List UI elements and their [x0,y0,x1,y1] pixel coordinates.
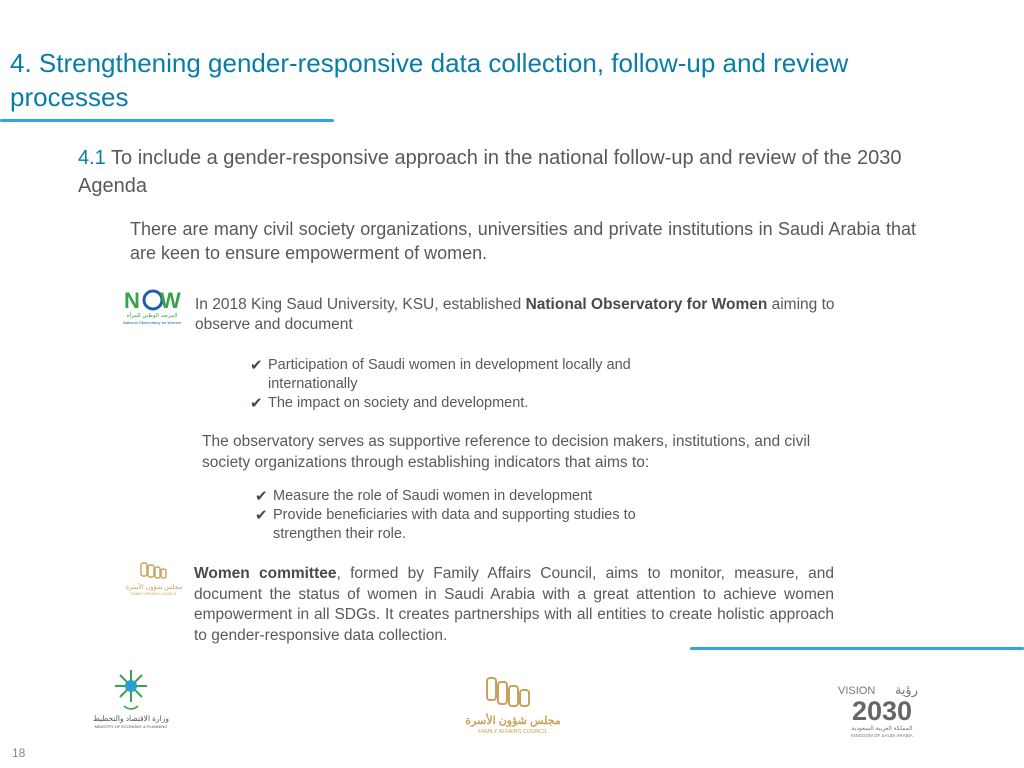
section-divider [690,647,1024,650]
observatory-text-before: In 2018 King Saud University, KSU, established [195,296,526,313]
list-item-text: The impact on society and development. [268,395,529,411]
list-item [255,487,675,506]
check-icon: ✔ [250,357,263,374]
vision-year: 2030 [851,696,913,726]
committee-paragraph [194,564,834,646]
check-icon: ✔ [255,507,268,524]
vision-arabic: رؤية [894,682,918,697]
family-council-footer-logo [465,672,561,736]
vision-label: VISION [838,685,876,697]
now-logo-n: N [124,288,140,313]
reference-checklist [255,487,675,544]
ministry-logo [90,664,172,730]
vision-kingdom-english: KINGDOM OF SAUDI ARABIA [851,733,913,738]
intro-paragraph: There are many civil society organizations, universities and private institutions in Saudi Arabia that are keen to ensure empowerment of women. [130,219,916,263]
council-arabic-name: مجلس شؤون الأسرة [465,715,561,727]
subheading [78,144,938,200]
now-logo-arabic: المرصد الوطني للمرأة [126,313,178,319]
slide-title: 4. Strengthening gender-responsive data collection, follow-up and review processes [10,48,849,112]
ministry-english-name: MINISTRY OF ECONOMY & PLANNING [94,724,168,729]
observatory-paragraph [195,295,850,335]
observatory-name: National Observatory for Women [525,296,768,313]
family-council-logo [124,558,184,598]
council-english-name: FAMILY AFFAIRS COUNCIL [478,729,548,735]
observatory-checklist [250,356,670,413]
page-number: 18 [12,746,26,760]
title-underline [0,119,334,122]
now-logo [122,287,182,327]
vision-2030-logo [834,680,930,742]
list-item [255,506,675,544]
ministry-arabic-name: وزارة الاقتصاد والتخطيط [92,714,170,723]
list-item-text: Provide beneficiaries with data and supporting studies to strengthen their role. [273,507,636,542]
family-council-logo-arabic: مجلس شؤون الأسرة [125,584,183,591]
check-icon: ✔ [250,395,263,412]
list-item-text: Measure the role of Saudi women in development [273,488,593,504]
check-icon: ✔ [255,488,268,505]
list-item [250,356,670,394]
list-item-text: Participation of Saudi women in development locally and internationally [268,357,631,392]
vision-kingdom-arabic: المملكة العربية السعودية [851,726,913,732]
list-item [250,394,670,413]
now-logo-caption: National Observatory for Women [122,320,182,325]
subheading-text: To include a gender-responsive approach in the national follow-up and review of the 2030 Agenda [78,147,902,197]
committee-name: Women committee [194,565,337,582]
family-council-logo-caption: FAMILY AFFAIRS COUNCIL [131,592,177,596]
committee-text: , formed by Family Affairs Council, aims to monitor, measure, and document the status of women in Saudi Arabia with a great attention to achieve women empowerment in all SDGs. It creates partnerships with all entities to create holistic approach to gender-responsive data collection. [194,565,834,644]
observatory-text-after: aiming to observe and document [195,296,835,333]
subheading-number: 4.1 [78,147,106,169]
now-logo-w: W [160,288,181,313]
reference-paragraph: The observatory serves as supportive reference to decision makers, institutions, and civil society organizations through establishing indicators that aims to: [202,433,811,471]
